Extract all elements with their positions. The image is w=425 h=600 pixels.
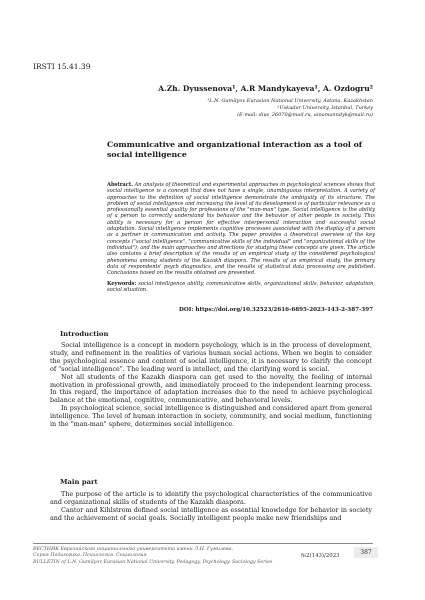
abstract — [107, 182, 375, 276]
main-part-heading: Main part — [60, 478, 98, 486]
issue-number: №2(143)/2023 — [301, 553, 340, 559]
affiliation-line: ¹L.N. Gumilyov Eurasian National University, Astana, Kazakhstan — [207, 98, 373, 104]
page-number: 387 — [354, 547, 378, 558]
paragraph: The purpose of the article is to identify the psychological characteristics of the communicative and organizational skills of students of the Kazakh diaspora. — [50, 490, 372, 506]
paragraph: Not all students of the Kazakh diaspora can get used to the novelty, the feeling of internal motivation in professional growth, and immediately proceed to the independent learning process. In this regard, the importance of adaptation increases due to the need to achieve psychological balance at the emotional, cognitive, communicative, and behavioral levels. — [50, 372, 372, 405]
article-title: Communicative and organizational interaction as a tool of social intelligence — [107, 140, 363, 159]
journal-name — [33, 547, 272, 566]
irsti-code: IRSTI 15.41.39 — [33, 62, 91, 71]
author-list: A.Zh. Dyussenova¹, A.R Mandykayeva¹, A. Ozdogru² — [158, 84, 373, 93]
abstract-text: An analysis of theoretical and experimental approaches in psychological sciences shows that social intelligence is a concept that does not have a single, unambiguous interpretation. A variety of approaches to the definition of social intelligence demonstrate the ambiguity of its structure. The problem of social intelligence and increasing the level of its development is of particular relevance as a professionally essential quality for professions of the "man-man" type. Social intelligence is the ability of a person to correctly understand his behavior and the behavior of other people in society. This ability is necessary for a person for effective interpersonal interaction and successful social adaptation. Social intelligence implements cognitive processes associated with the display of a person as a partner in communication and activity. The paper provides a theoretical overview of the key concepts ("social intelligence", "communicative skills of the individual" and "organizational skills of the individual"), and the main approaches and directions for studying these concepts are given. The article also contains a brief description of the results of an empirical study of the considered psychological phenomena among students of the Kazakh diaspora. The results of an empirical study, the primary data of respondents' psych diagnostics, and the results of statistical data processing are published. Conclusions based on the results obtained are presented. — [107, 182, 375, 277]
affiliation-line: ²Uskudar University, Istanbul, Turkey — [277, 105, 373, 111]
journal-name-line: Серия Педагогика. Психология. Социология — [33, 553, 147, 559]
keywords-label: Keywords: — [107, 281, 137, 287]
footer-divider — [33, 543, 373, 544]
journal-name-line: BULLETIN of L.N. Gumilyov Eurasian National University. Pedagogy. Psychology. Sociology Series — [33, 559, 273, 565]
keywords-text: social intelligence ability, communicative skills, organizational skills, behavior, adaptation, social situation. — [107, 281, 375, 294]
paragraph: Social intelligence is a concept in modern psychology, which is in the process of development, study, and refinement in the realities of various human social actions. When we begin to consider the psychological essence and content of social intelligence, it is necessary to clarify the concept of "social intelligence". The leading word is intellect, and the clarifying word is social. — [50, 341, 372, 373]
paragraph: In psychological science, social intelligence is distinguished and considered apart from general intelligence. The level of human interaction in society, community, and social medium, functioning in the "man-man" sphere, determines social intelligence. — [50, 404, 372, 429]
journal-name-line: ВЕСТНИК Евразийского национального университета имени Л.Н. Гумилева. — [33, 547, 234, 552]
introduction-body — [50, 342, 372, 429]
introduction-heading: Introduction — [60, 330, 109, 338]
main-part-body — [50, 491, 372, 523]
abstract-label: Abstract. — [107, 182, 133, 188]
affiliations — [207, 98, 373, 119]
keywords — [107, 281, 375, 294]
contact-email: (E-mail: dius_26070@mail.ru, ainamanndyk@mail.ru) — [237, 112, 373, 118]
doi-link[interactable]: DOI: https://doi.org/10.32523/2616-6895-2023-143-2-387-397 — [179, 307, 373, 313]
paragraph: Cantor and Kihlstrom defined social intelligence as essential knowledge for behavior in society and the achievement of social goals. Socially intelligent people make new friendships and — [50, 505, 372, 522]
